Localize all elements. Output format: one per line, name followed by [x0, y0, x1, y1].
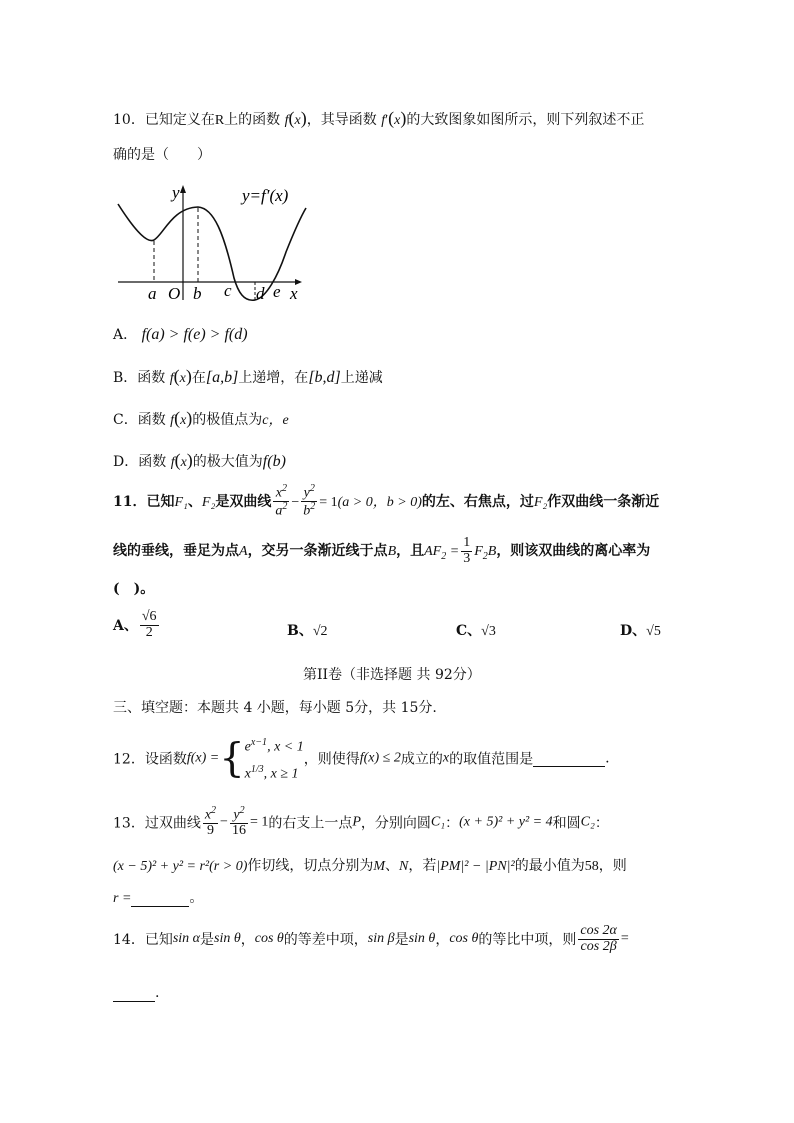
q10-stem-line1: 10．已知定义在R上的函数 f(x)，其导函数 f′(x)的大致图象如图所示，则下列叙述不正	[113, 108, 645, 128]
q11-stem-line2: 线的垂线，垂足为点A，交另一条渐近线于点B，且$AF_2$ = $\frac{1}{3}$ $F_2B$，则该双曲线的离心率为	[113, 535, 651, 566]
q11-stem-line1: 11．已知F₁、F₂是双曲线 $\frac{x^2}{a^2}$ − $\frac{y^2}{b^2}$ = 1(a > 0，b > 0)的左、右焦点，过F₂作双曲线一条渐近	[113, 483, 660, 519]
q12-cases: $e^{x-1}$, x < 1 $x^{1/3}$, x ≥ 1	[244, 737, 304, 782]
q13-line3: r = 。	[113, 890, 204, 906]
q13-line1: 13．过双曲线 $\frac{x^2}{9}$ − $\frac{y^2}{16}$ = 1的右支上一点P，分别向圆C₁：(x + 5)² + y² = 4和圆C₂：	[113, 805, 609, 839]
point-d: d	[256, 284, 265, 303]
q10-derivative-graph	[110, 180, 315, 308]
q14-line1: 14．已知sin α是sin θ，cos θ的等差中项，sin β是sin θ，cos θ的等比中项，则 $\frac{\cos 2\alpha}{\cos 2\beta}$ =	[113, 923, 629, 954]
q10-option-b[interactable]: B．函数 f(x)在[a,b]上递增，在[b,d]上递减	[113, 366, 383, 386]
point-b: b	[193, 284, 202, 303]
q10-option-a[interactable]: A． f(a) > f(e) > f(d)	[113, 326, 248, 343]
q11-choice-a[interactable]: A、 $\frac{√6}{2}$	[113, 609, 157, 640]
section-3-heading: 三、填空题：本题共 4 小题，每小题 5分，共 15分.	[113, 700, 437, 716]
q10-option-d[interactable]: D．函数 f(x)的极大值为f(b)	[113, 450, 286, 470]
origin-label: O	[168, 284, 181, 303]
curve-label: y=f′(x)	[242, 186, 289, 205]
x-label: x	[290, 284, 298, 303]
y-axis-arrow	[180, 185, 186, 193]
q11-choice-c[interactable]: C、√3	[456, 623, 496, 639]
y-label: y	[172, 183, 180, 202]
q10-stem-line2: 确的是（ ）	[113, 147, 211, 163]
q11-choice-d[interactable]: D、√5	[620, 623, 661, 639]
q11-stem-line3: ( )。	[113, 581, 155, 597]
point-e: e	[273, 282, 281, 301]
q11-choice-b[interactable]: B、√2	[287, 623, 328, 639]
q14-answer-blank[interactable]	[113, 985, 155, 1002]
q12-answer-blank[interactable]	[533, 750, 605, 767]
q10-option-c[interactable]: C．函数 f(x)的极值点为c，e	[113, 408, 289, 428]
q13-answer-blank[interactable]	[131, 890, 189, 907]
q11-number: 11．	[113, 493, 147, 510]
q14-line2: .	[113, 985, 159, 1002]
point-a: a	[148, 284, 157, 303]
point-c: c	[224, 281, 232, 300]
q12: 12．设函数f(x) ={ $e^{x-1}$, x < 1 $x^{1/3}$, x ≥ 1 ，则使得f(x) ≤ 2成立的x的取值范围是 .	[113, 732, 610, 785]
section-title: 第II卷（非选择题 共 92分）	[303, 667, 481, 683]
q13-line2: (x − 5)² + y² = r²(r > 0)作切线，切点分别为M、N，若|PM|² − |PN|²的最小值为58，则	[113, 858, 627, 874]
q10-number: 10．	[113, 112, 145, 128]
